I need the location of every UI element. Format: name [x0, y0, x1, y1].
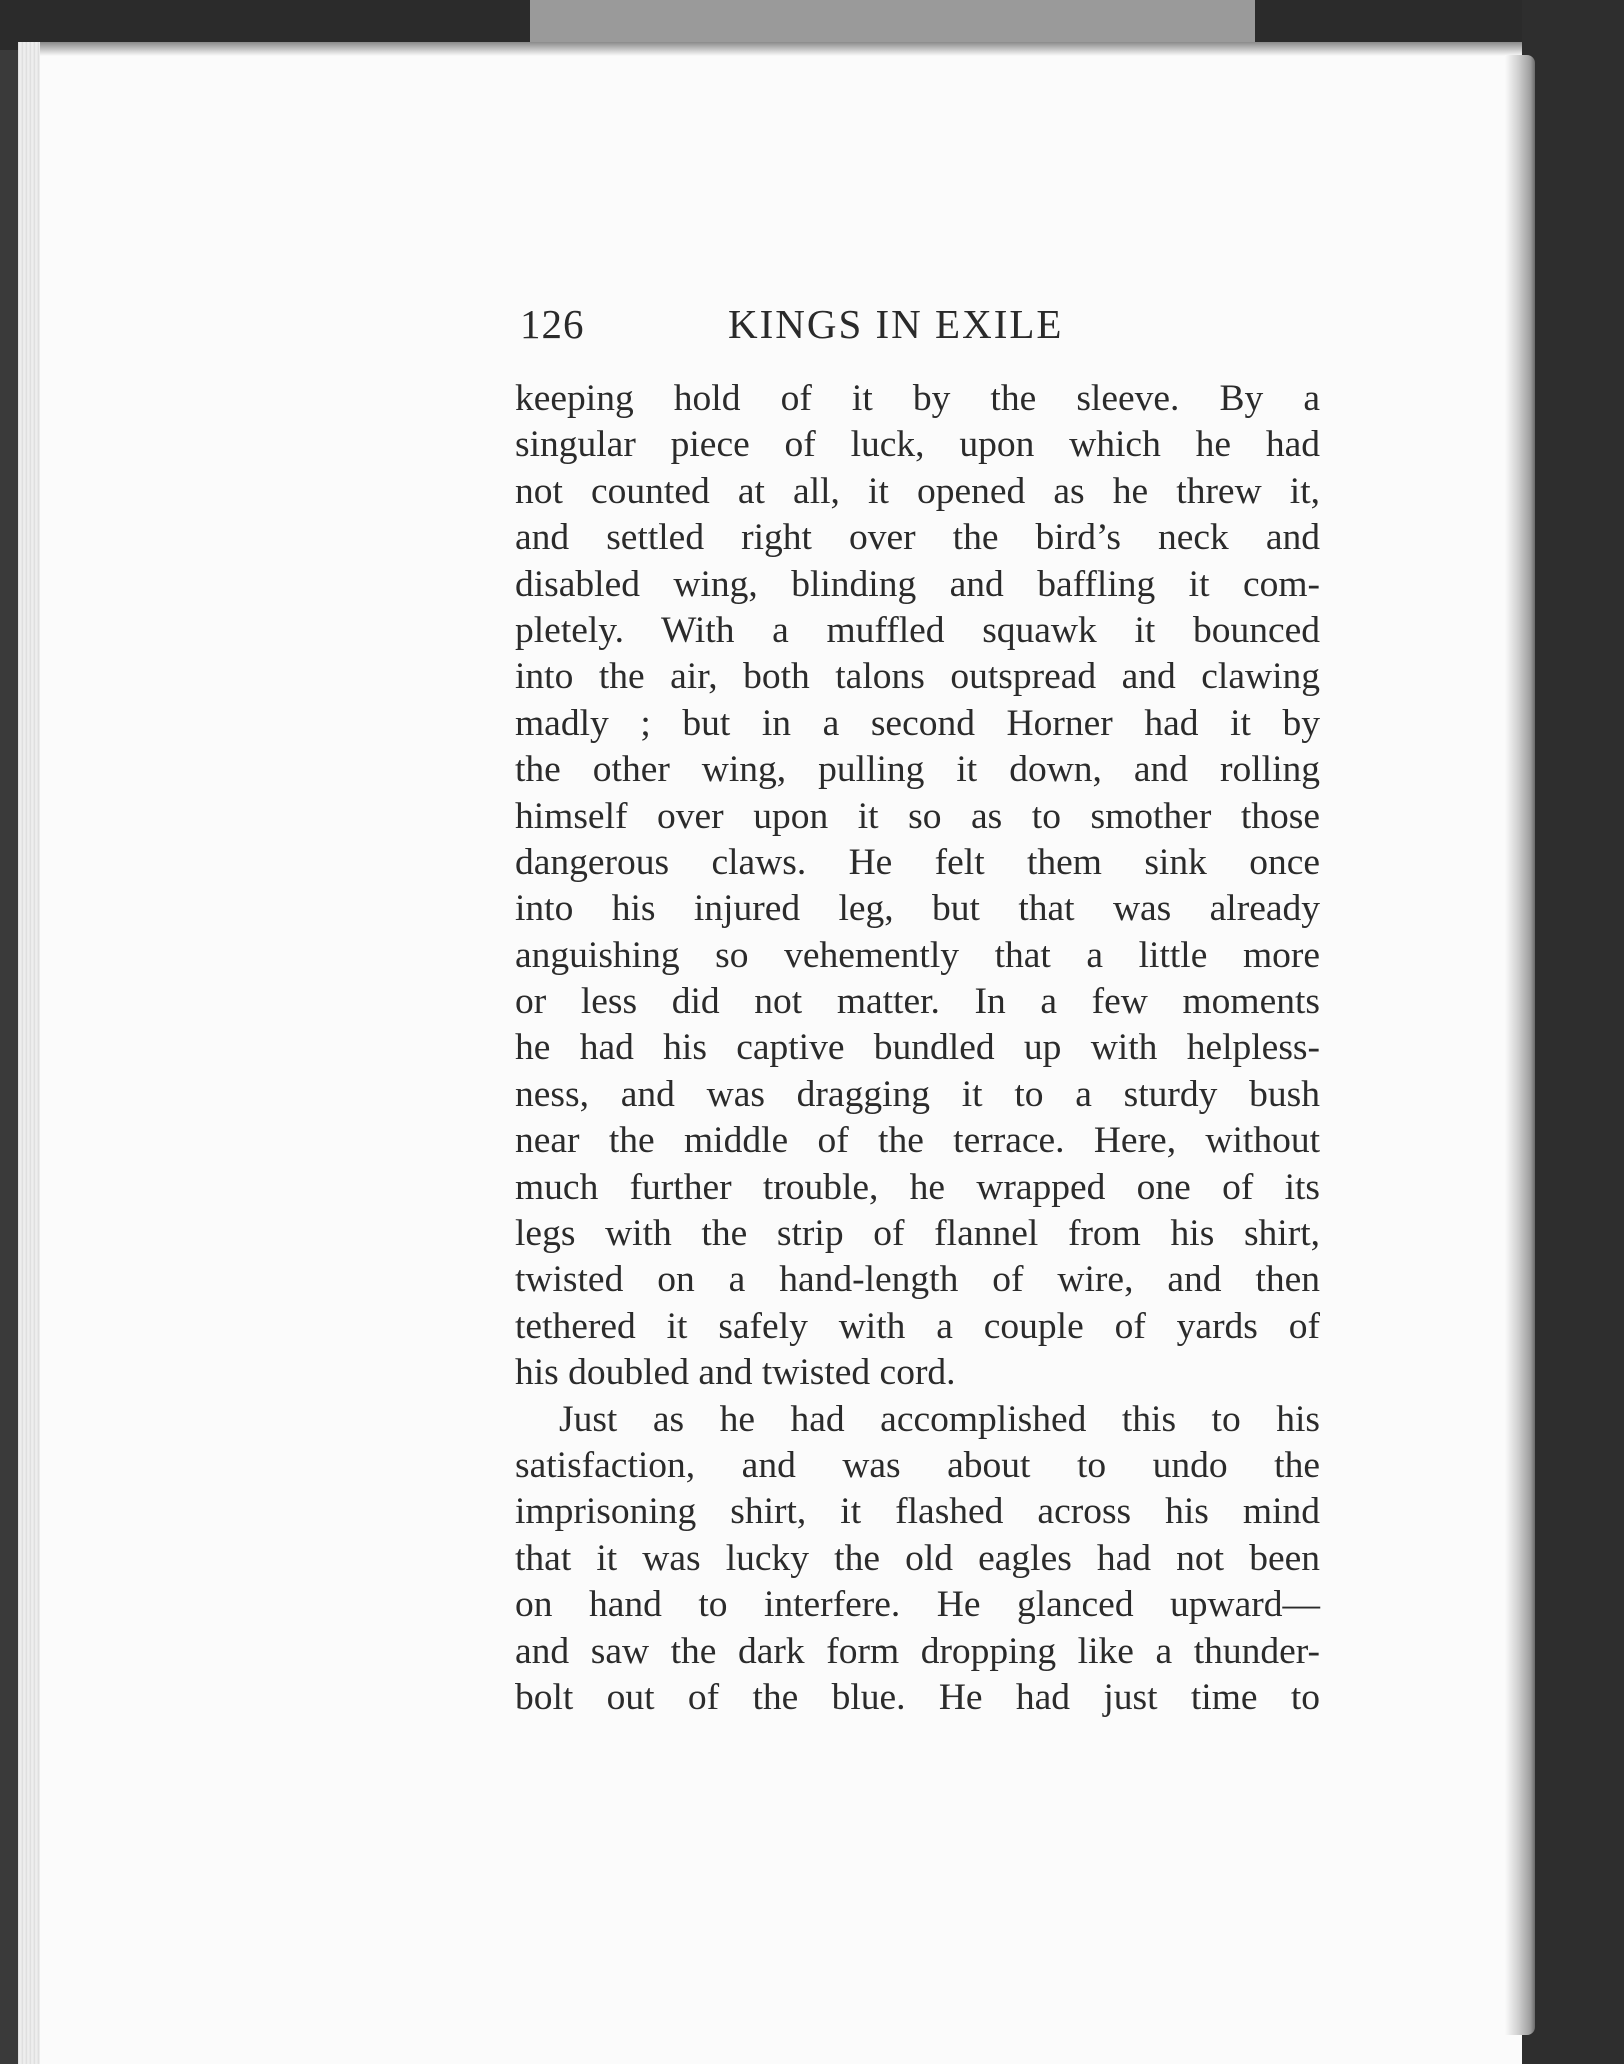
running-head — [520, 300, 1320, 350]
text-line: tethered it safely with a couple of yards of — [515, 1305, 1320, 1347]
paragraph-first-line: Just as he had accomplished this to his — [559, 1398, 1320, 1440]
text-line: on hand to interfere. He glanced upward— — [515, 1584, 1320, 1626]
text-line: pletely. With a muffled squawk it bounced — [515, 609, 1320, 651]
text-line: near the middle of the terrace. Here, without — [515, 1120, 1320, 1162]
paragraph-last-line: his doubled and twisted cord. — [515, 1352, 956, 1394]
text-line: ness, and was dragging it to a sturdy bush — [515, 1073, 1320, 1115]
text-line: and saw the dark form dropping like a thunder- — [515, 1630, 1320, 1672]
running-title: KINGS IN EXILE — [728, 301, 1064, 347]
text-line: he had his captive bundled up with helpless- — [515, 1027, 1320, 1069]
text-line: the other wing, pulling it down, and rolling — [515, 749, 1320, 791]
body-text — [515, 376, 1320, 1721]
text-line: legs with the strip of flannel from his shirt, — [515, 1213, 1320, 1255]
text-line: satisfaction, and was about to undo the — [515, 1444, 1320, 1486]
text-line: imprisoning shirt, it flashed across his mind — [515, 1491, 1320, 1533]
text-line: much further trouble, he wrapped one of its — [515, 1166, 1320, 1208]
page-number: 126 — [520, 301, 585, 347]
text-line: that it was lucky the old eagles had not been — [515, 1537, 1320, 1579]
text-line: disabled wing, blinding and baffling it com- — [515, 563, 1320, 605]
text-line: himself over upon it so as to smother those — [515, 795, 1320, 837]
scan-background-left — [0, 50, 18, 2064]
text-line: madly ; but in a second Horner had it by — [515, 702, 1320, 744]
text-line: into the air, both talons outspread and clawing — [515, 656, 1320, 698]
text-line: twisted on a hand-length of wire, and then — [515, 1259, 1320, 1301]
text-line: not counted at all, it opened as he threw it, — [515, 470, 1320, 512]
text-line: anguishing so vehemently that a little more — [515, 934, 1320, 976]
text-line: dangerous claws. He felt them sink once — [515, 841, 1320, 883]
text-line: and settled right over the bird’s neck and — [515, 517, 1320, 559]
text-line: singular piece of luck, upon which he had — [515, 424, 1320, 466]
page-top-shadow — [40, 42, 1522, 56]
text-line: bolt out of the blue. He had just time to — [515, 1676, 1320, 1718]
text-line: or less did not matter. In a few moments — [515, 981, 1320, 1023]
text-line: into his injured leg, but that was already — [515, 888, 1320, 930]
text-line: keeping hold of it by the sleeve. By a — [515, 378, 1320, 419]
page-right-edge — [1505, 55, 1535, 2035]
scan-background-right — [1522, 0, 1624, 2064]
